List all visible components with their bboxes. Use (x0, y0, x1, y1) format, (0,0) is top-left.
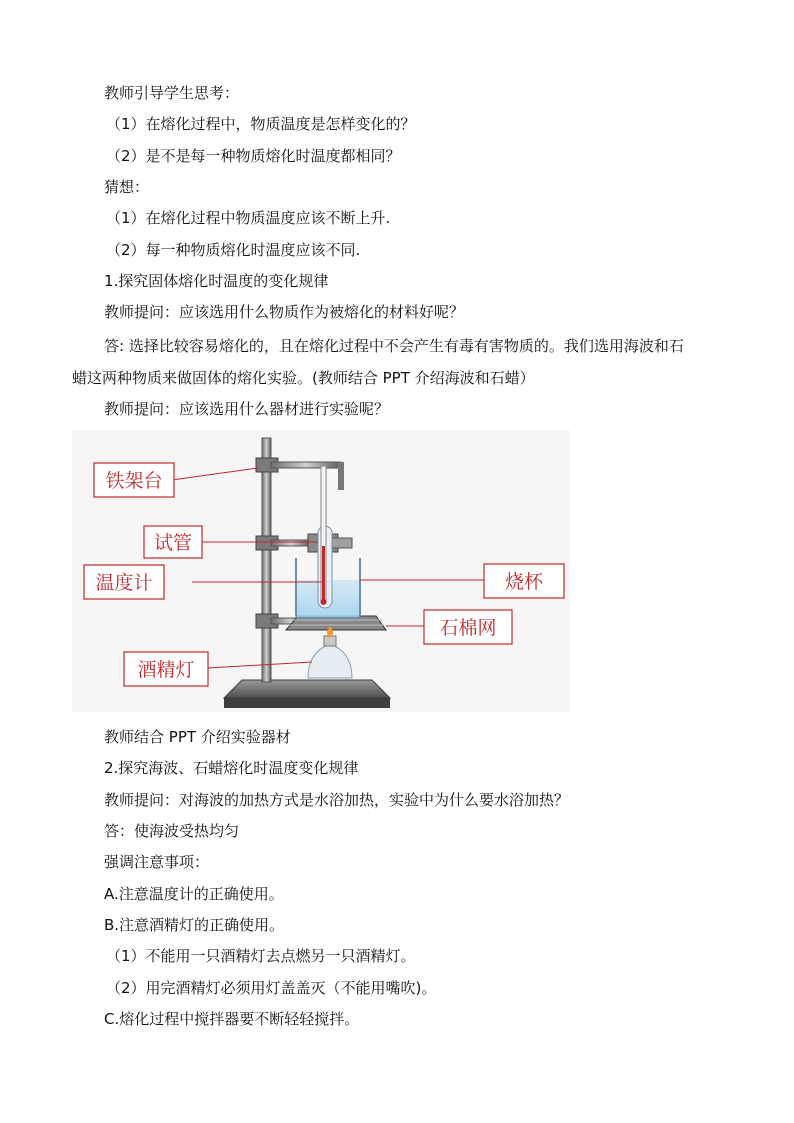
stand-rod (262, 438, 271, 682)
line-10: 蜡这两种物质来做固体的熔化实验。(教师结合 PPT 介绍海波和石蜡） (72, 369, 535, 387)
line-18: B.注意酒精灯的正确使用。 (104, 916, 285, 934)
label-beaker: 烧杯 (504, 571, 544, 593)
line-7: 1.探究固体熔化时温度的变化规律 (104, 272, 329, 290)
label-gauze: 石棉网 (439, 617, 497, 639)
line-17: A.注意温度计的正确使用。 (104, 885, 284, 903)
alcohol-lamp (308, 644, 352, 678)
line-20: （2）用完酒精灯必须用灯盖盖灭（不能用嘴吹)。 (106, 979, 437, 997)
line-4: 猜想： (104, 178, 150, 196)
apparatus-figure (72, 430, 570, 712)
line-14: 教师提问：对海波的加热方式是水浴加热，实验中为什么要水浴加热？ (104, 791, 570, 809)
line-19: （1）不能用一只酒精灯去点燃另一只酒精灯。 (106, 947, 416, 965)
label-test-tube: 试管 (153, 532, 193, 554)
line-6: （2）每一种物质熔化时温度应该不同. (106, 241, 361, 259)
label-lamp: 酒精灯 (137, 659, 195, 681)
line-3: （2）是不是每一种物质熔化时温度都相同？ (106, 147, 401, 165)
line-13: 2.探究海波、石蜡熔化时温度变化规律 (104, 759, 359, 777)
label-thermometer: 温度计 (95, 572, 153, 594)
line-11: 教师提问：应该选用什么器材进行实验呢？ (104, 400, 390, 418)
line-16: 强调注意事项： (104, 853, 210, 871)
line-8: 教师提问：应该选用什么物质作为被熔化的材料好呢？ (104, 303, 465, 321)
label-stand: 铁架台 (105, 470, 163, 492)
line-12: 教师结合 PPT 介绍实验器材 (104, 728, 291, 746)
apparatus-diagram (72, 430, 570, 712)
line-1: 教师引导学生思考： (104, 84, 240, 102)
line-15: 答：使海波受热均匀 (104, 822, 240, 840)
line-2: （1）在熔化过程中，物质温度是怎样变化的？ (106, 115, 416, 133)
stand-base (224, 680, 390, 698)
line-5: （1）在熔化过程中物质温度应该不断上升. (106, 209, 391, 227)
line-9: 答: 选择比较容易熔化的，且在熔化过程中不会产生有毒有害物质的。我们选用海波和石 (104, 337, 684, 355)
line-21: C.熔化过程中搅拌器要不断轻轻搅拌。 (104, 1010, 360, 1028)
